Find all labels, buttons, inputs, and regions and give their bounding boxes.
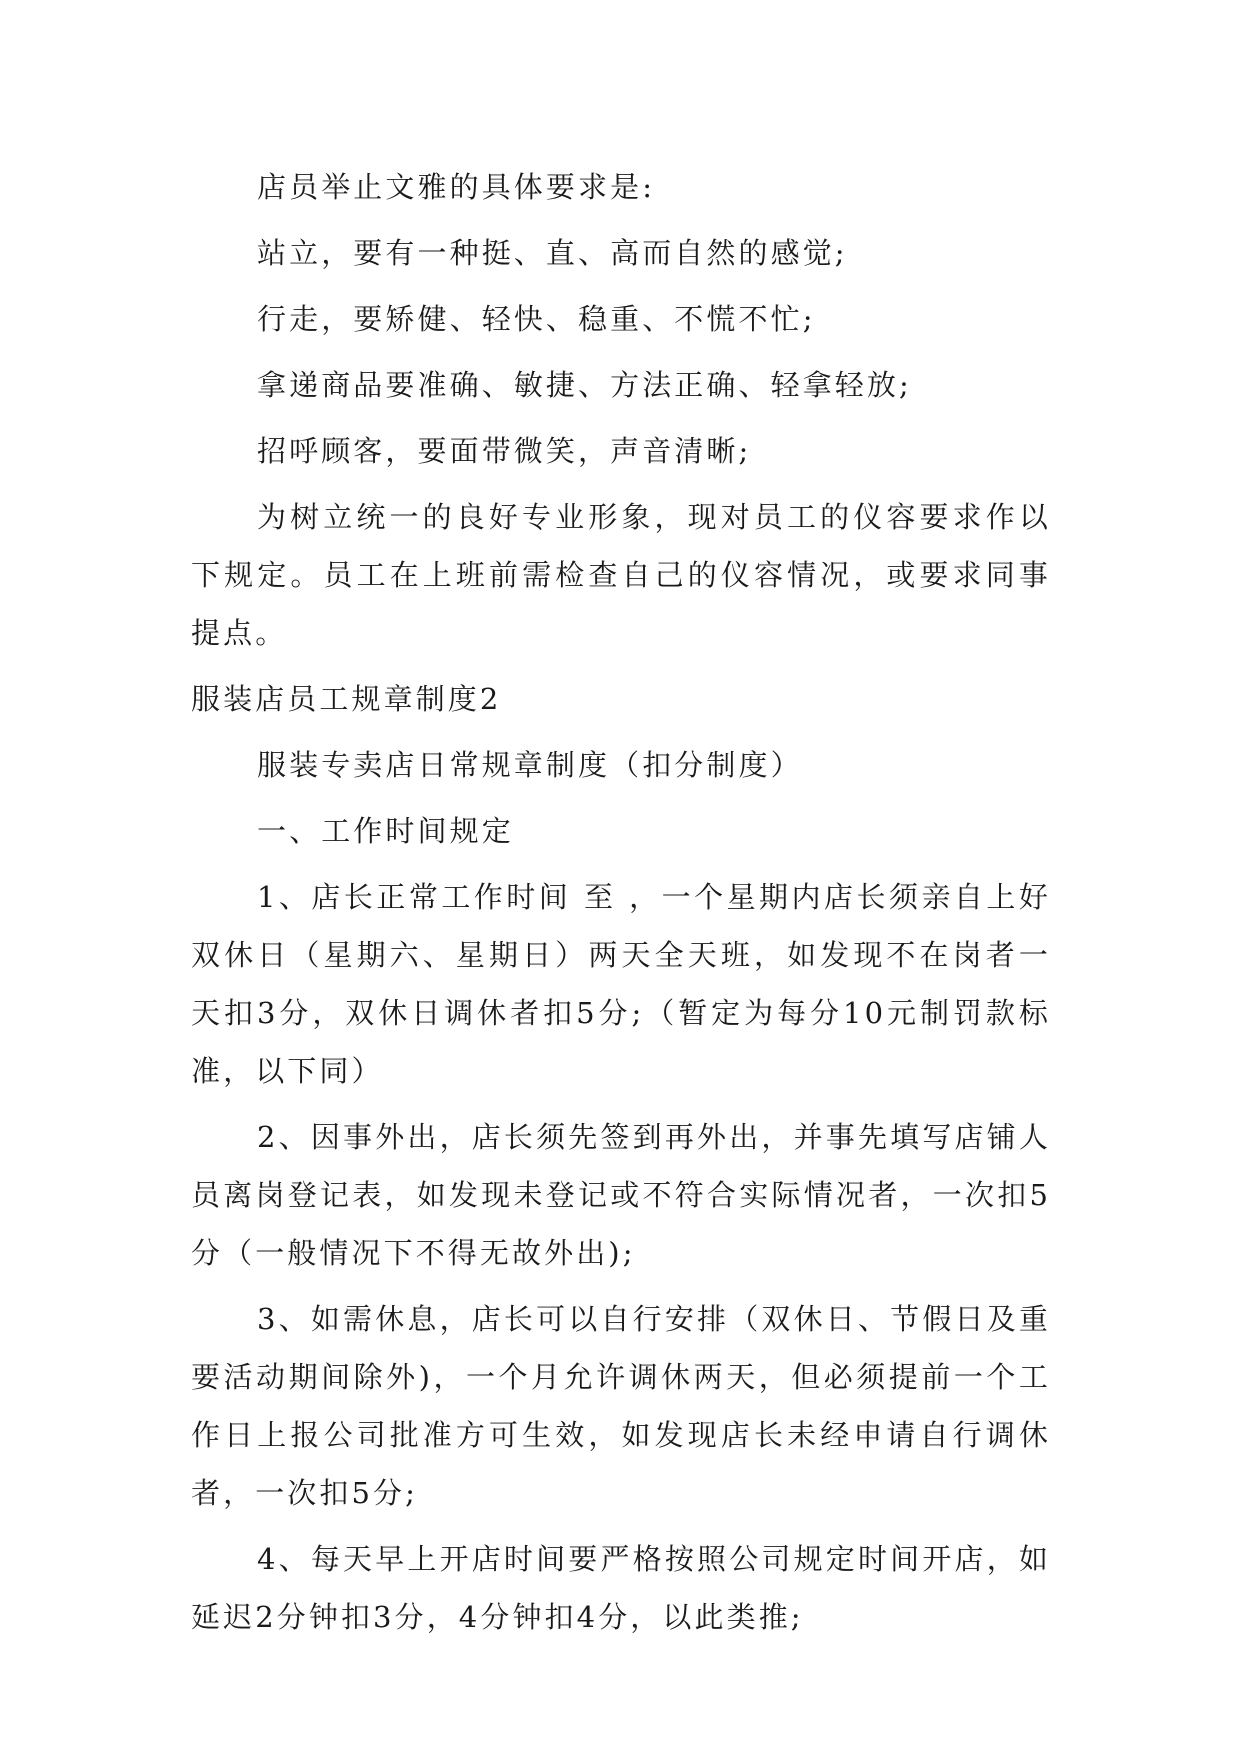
paragraph-rule-1: 1、店长正常工作时间 至 ，一个星期内店长须亲自上好双休日（星期六、星期日）两天全天班，如发现不在岗者一天扣3分，双休日调休者扣5分;（暂定为每分10元制罚款标准，以下同） (191, 880, 1051, 1088)
paragraph-rule-4: 4、每天早上开店时间要严格按照公司规定时间开店，如延迟2分钟扣3分，4分钟扣4分，以此类推; (191, 1542, 1051, 1634)
paragraph-appearance: 为树立统一的良好专业形象，现对员工的仪容要求作以下规定。员工在上班前需检查自己的仪容情况，或要求同事提点。 (191, 500, 1051, 650)
paragraph-subtitle: 服装专卖店日常规章制度（扣分制度） (257, 748, 803, 782)
paragraph-handing-goods: 拿递商品要准确、敏捷、方法正确、轻拿轻放; (257, 368, 912, 402)
paragraph-conduct-requirements: 店员举止文雅的具体要求是: (257, 170, 656, 204)
paragraph-work-time-heading: 一、工作时间规定 (257, 814, 514, 848)
document-body (191, 158, 1051, 1654)
paragraph-rule-3: 3、如需休息，店长可以自行安排（双休日、节假日及重要活动期间除外)，一个月允许调休两天，但必须提前一个工作日上报公司批准方可生效，如发现店长未经申请自行调休者，一次扣5分; (191, 1302, 1051, 1510)
paragraph-walking: 行走，要矫健、轻快、稳重、不慌不忙; (257, 302, 816, 336)
section-heading: 服装店员工规章制度2 (191, 682, 502, 716)
paragraph-greeting: 招呼顾客，要面带微笑，声音清晰; (257, 434, 752, 468)
paragraph-rule-2: 2、因事外出，店长须先签到再外出，并事先填写店铺人员离岗登记表，如发现未登记或不符合实际情况者，一次扣5分（一般情况下不得无故外出); (191, 1120, 1051, 1270)
paragraph-standing: 站立，要有一种挺、直、高而自然的感觉; (257, 236, 848, 270)
